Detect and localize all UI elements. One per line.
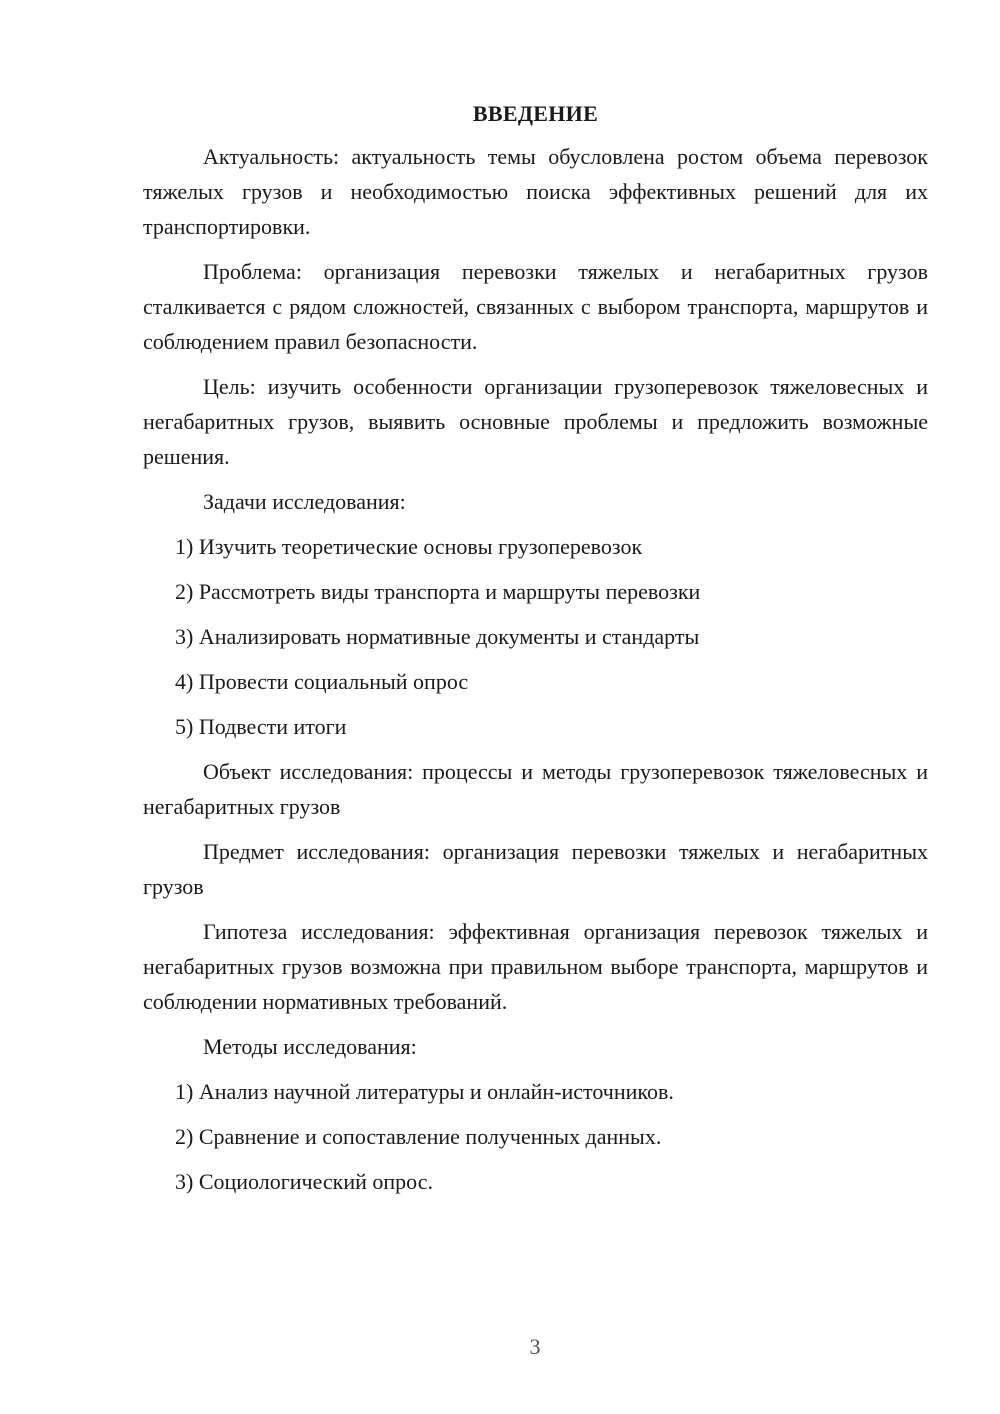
task-item-2: 2) Рассмотреть виды транспорта и маршруты перевозки — [175, 579, 701, 604]
paragraph-tasks-heading: Задачи исследования: — [203, 489, 406, 514]
method-item-2: 2) Сравнение и сопоставление полученных данных. — [175, 1124, 662, 1149]
paragraph-relevance: Актуальность: актуальность темы обусловлена ростом объема перевозок тяжелых грузов и необходимостью поиска эффективных решений для их транспортировки. — [143, 144, 928, 239]
tasks-list — [143, 529, 928, 744]
paragraph-problem: Проблема: организация перевозки тяжелых и негабаритных грузов сталкивается с рядом сложностей, связанных с выбором транспорта, маршрутов и соблюдением правил безопасности. — [143, 259, 928, 354]
paragraph-object: Объект исследования: процессы и методы грузоперевозок тяжеловесных и негабаритных грузов — [143, 759, 928, 819]
paragraph-methods-heading: Методы исследования: — [203, 1034, 417, 1059]
methods-list — [143, 1074, 928, 1199]
task-item-3: 3) Анализировать нормативные документы и стандарты — [175, 624, 700, 649]
task-item-4: 4) Провести социальный опрос — [175, 669, 469, 694]
paragraph-goal: Цель: изучить особенности организации грузоперевозок тяжеловесных и негабаритных грузов, выявить основные проблемы и предложить возможные решения. — [143, 374, 928, 469]
task-item-1: 1) Изучить теоретические основы грузоперевозок — [175, 534, 643, 559]
paragraph-subject: Предмет исследования: организация перевозки тяжелых и негабаритных грузов — [143, 839, 928, 899]
page-title: ВВЕДЕНИЕ — [472, 101, 599, 126]
method-item-1: 1) Анализ научной литературы и онлайн-источников. — [175, 1079, 674, 1104]
page-number: 3 — [529, 1334, 541, 1359]
method-item-3: 3) Социологический опрос. — [175, 1169, 433, 1194]
paragraph-hypothesis: Гипотеза исследования: эффективная организация перевозок тяжелых и негабаритных грузов возможна при правильном выборе транспорта, маршрутов и соблюдении нормативных требований. — [143, 919, 928, 1014]
page-content — [143, 96, 928, 1209]
task-item-5: 5) Подвести итоги — [175, 714, 347, 739]
